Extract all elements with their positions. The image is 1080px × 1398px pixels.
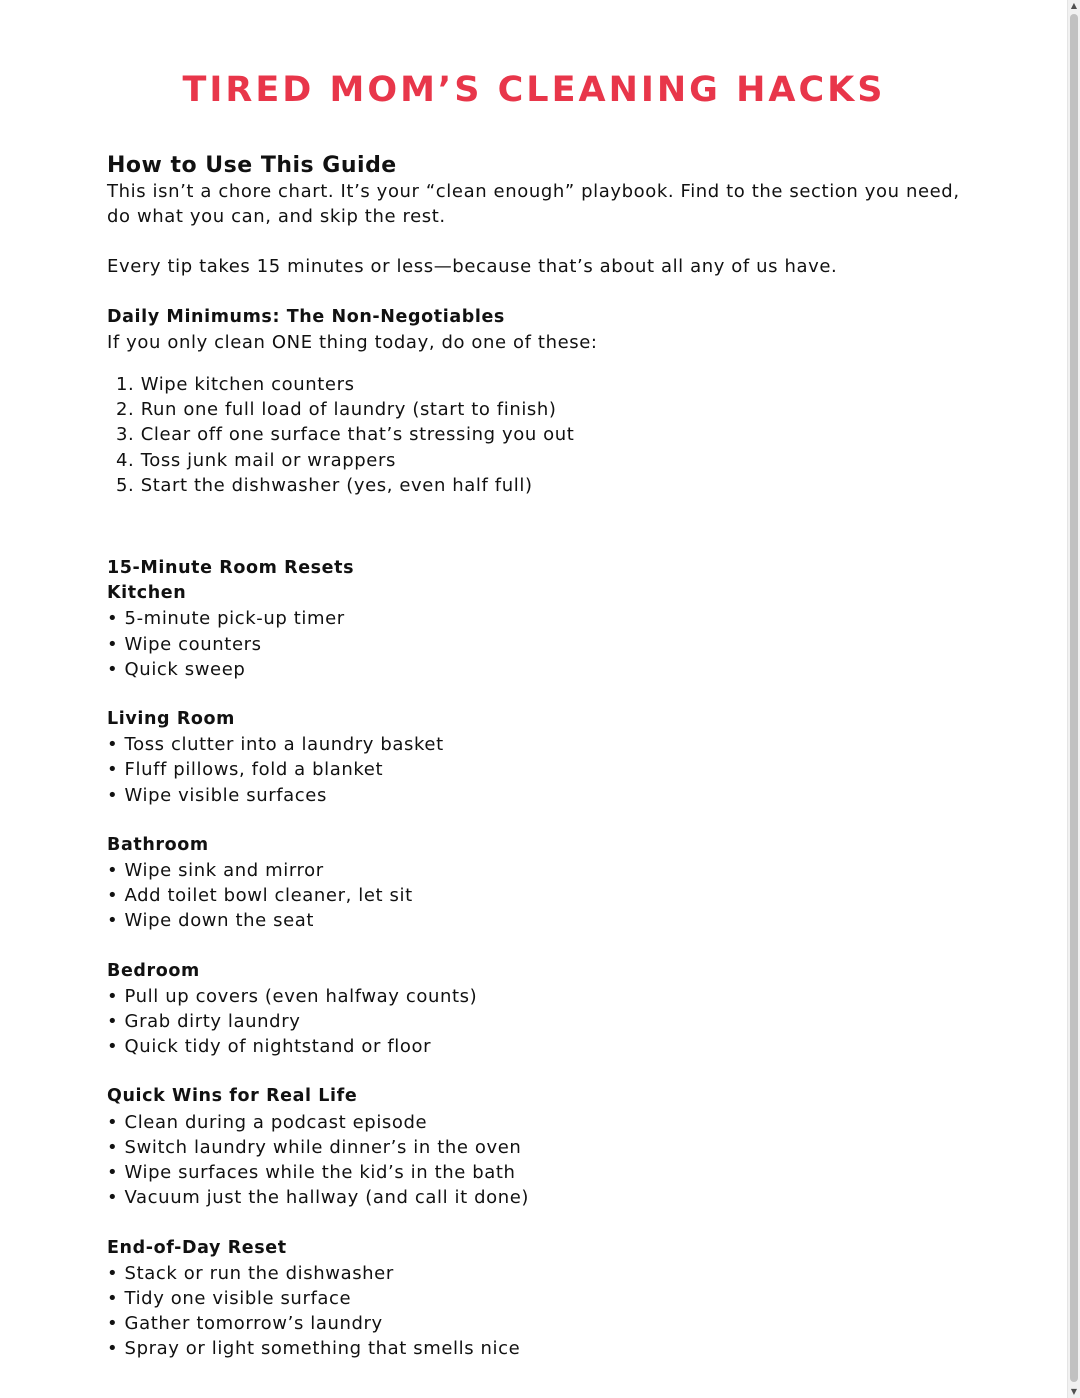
- list-item: • Clean during a podcast episode: [107, 1111, 428, 1133]
- daily-minimums-heading: Daily Minimums: The Non-Negotiables: [107, 306, 505, 327]
- list-item: 1. Wipe kitchen counters: [116, 374, 355, 396]
- list-item: • Switch laundry while dinner’s in the oven: [107, 1136, 522, 1158]
- scrollbar-thumb[interactable]: [1070, 14, 1078, 1382]
- list-item: • Stack or run the dishwasher: [107, 1262, 394, 1284]
- list-item: 2. Run one full load of laundry (start to finish): [116, 399, 557, 421]
- list-item: • Wipe down the seat: [107, 910, 315, 932]
- list-item: • Wipe visible surfaces: [107, 784, 327, 806]
- guide-heading: How to Use This Guide: [107, 153, 397, 178]
- bedroom-heading: Bedroom: [107, 960, 200, 981]
- end-of-day-heading: End-of-Day Reset: [107, 1237, 287, 1258]
- bathroom-list: [107, 858, 967, 934]
- daily-minimums-intro: If you only clean ONE thing today, do one of these:: [107, 331, 598, 353]
- list-item: • Tidy one visible surface: [107, 1287, 352, 1309]
- list-item: 4. Toss junk mail or wrappers: [116, 449, 396, 471]
- living-room-list: [107, 732, 967, 808]
- list-item: • Pull up covers (even halfway counts): [107, 985, 478, 1007]
- document-title: TIRED MOM’S CLEANING HACKS: [182, 70, 886, 110]
- time-note: Every tip takes 15 minutes or less—because that’s about all any of us have.: [107, 256, 838, 278]
- bedroom-list: [107, 984, 967, 1060]
- quick-wins-heading: Quick Wins for Real Life: [107, 1086, 358, 1107]
- list-item: • Fluff pillows, fold a blanket: [107, 759, 384, 781]
- kitchen-heading: Kitchen: [107, 583, 187, 604]
- kitchen-list: [107, 606, 967, 682]
- list-item: 3. Clear off one surface that’s stressing you out: [116, 424, 575, 446]
- document-body: [107, 152, 967, 1362]
- list-item: • Toss clutter into a laundry basket: [107, 734, 444, 756]
- list-item: • Gather tomorrow’s laundry: [107, 1313, 383, 1335]
- list-item: • Quick tidy of nightstand or floor: [107, 1036, 432, 1058]
- room-resets-heading: 15-Minute Room Resets: [107, 558, 355, 579]
- list-item: • 5-minute pick-up timer: [107, 608, 345, 630]
- scroll-up-arrow-icon[interactable]: ▲: [1070, 1, 1078, 10]
- list-item: • Vacuum just the hallway (and call it done): [107, 1187, 530, 1209]
- scroll-down-arrow-icon[interactable]: ▼: [1070, 1387, 1078, 1396]
- quick-wins-list: [107, 1110, 967, 1211]
- list-item: • Grab dirty laundry: [107, 1011, 301, 1033]
- list-item: 5. Start the dishwasher (yes, even half full): [116, 474, 533, 496]
- list-item: • Wipe counters: [107, 633, 262, 655]
- bathroom-heading: Bathroom: [107, 834, 209, 855]
- list-item: • Wipe sink and mirror: [107, 860, 324, 882]
- list-item: • Quick sweep: [107, 658, 246, 680]
- daily-minimums-list: [107, 372, 967, 498]
- guide-intro: This isn’t a chore chart. It’s your “clean enough” playbook. Find to the section you need, do what you can, and skip the rest.: [107, 181, 960, 228]
- end-of-day-list: [107, 1261, 967, 1362]
- list-item: • Spray or light something that smells nice: [107, 1338, 521, 1360]
- list-item: • Add toilet bowl cleaner, let sit: [107, 885, 413, 907]
- living-room-heading: Living Room: [107, 709, 235, 730]
- list-item: • Wipe surfaces while the kid’s in the bath: [107, 1162, 516, 1184]
- vertical-scrollbar[interactable]: [1067, 0, 1080, 1398]
